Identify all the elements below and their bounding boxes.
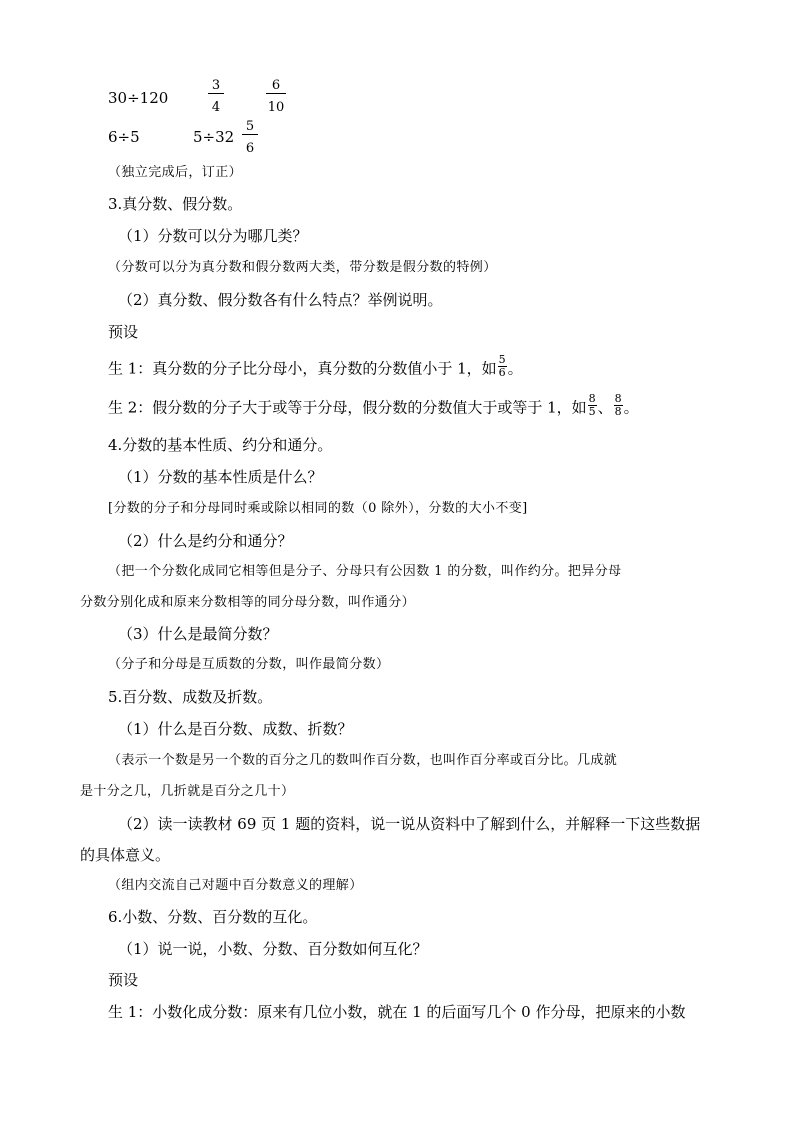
numerator: 5 — [242, 119, 258, 135]
denominator: 8 — [614, 405, 622, 418]
answer-note: 分数分别化成和原来分数相等的同分母分数，叫作通分） — [80, 595, 416, 610]
denominator: 4 — [211, 100, 221, 115]
numerator: 3 — [208, 78, 224, 94]
student-answer — [108, 353, 523, 382]
answer-note: （表示一个数是另一个数的百分之几的数叫作百分数，也叫作百分率或百分比。几成就 — [108, 753, 618, 768]
question: （3）什么是最简分数？ — [118, 625, 278, 643]
answer-note: 是十分之几，几折就是百分之几十） — [80, 784, 295, 799]
student-answer — [108, 392, 639, 421]
section-heading: 4.分数的基本性质、约分和通分。 — [108, 436, 333, 454]
question: （1）分数的基本性质是什么？ — [118, 468, 323, 486]
fraction — [242, 119, 258, 156]
fraction — [498, 354, 507, 379]
numerator: 8 — [614, 392, 622, 405]
numerator: 5 — [498, 353, 506, 366]
fraction — [266, 78, 286, 115]
division-expression: 30÷120 — [108, 89, 169, 107]
fraction — [614, 393, 623, 418]
answer-note: （组内交流自己对题中百分数意义的理解） — [108, 878, 363, 893]
answer-note: （独立完成后，订正） — [108, 165, 243, 180]
question: （2）读一读教材 69 页 1 题的资料，说一说从资料中了解到什么，并解释一下这些数据 — [118, 815, 701, 833]
question: （2）什么是约分和通分？ — [118, 532, 293, 550]
answer-text: 。 — [507, 359, 523, 378]
numerator: 6 — [266, 78, 286, 94]
preset-label: 预设 — [108, 971, 139, 989]
answer-note: （分数可以分为真分数和假分数两大类，带分数是假分数的特例） — [108, 260, 497, 275]
answer-note: （把一个分数化成同它相等但是分子、分母只有公因数 1 的分数，叫作约分。把异分母 — [108, 564, 622, 579]
section-heading: 5.百分数、成数及折数。 — [108, 688, 273, 706]
answer-text: 生 1：真分数的分子比分母小，真分数的分数值小于 1，如 — [108, 359, 497, 378]
question: （1）分数可以分为哪几类？ — [118, 227, 308, 245]
section-heading: 3.真分数、假分数。 — [108, 195, 243, 213]
denominator: 6 — [498, 366, 506, 379]
question: 的具体意义。 — [80, 846, 171, 864]
question: （1）什么是百分数、成数、折数？ — [118, 720, 353, 738]
section-heading: 6.小数、分数、百分数的互化。 — [108, 908, 318, 926]
preset-label: 预设 — [108, 323, 139, 341]
answer-text: 。 — [623, 398, 639, 417]
separator: 、 — [597, 398, 613, 417]
question: （1）说一说，小数、分数、百分数如何互化？ — [118, 940, 428, 958]
answer-note: （分子和分母是互质数的分数，叫作最简分数） — [108, 657, 390, 672]
answer-text: 生 2：假分数的分子大于或等于分母，假分数的分数值大于或等于 1，如 — [108, 398, 587, 417]
division-expression: 5÷32 — [193, 128, 235, 146]
student-answer: 生 1：小数化成分数：原来有几位小数，就在 1 的后面写几个 0 作分母，把原来的小数 — [108, 1003, 686, 1021]
fraction — [588, 393, 597, 418]
question: （2）真分数、假分数各有什么特点？举例说明。 — [118, 291, 443, 309]
answer-note: [分数的分子和分母同时乘或除以相同的数（0 除外），分数的大小不变] — [108, 501, 528, 516]
denominator: 6 — [245, 141, 255, 156]
fraction — [208, 78, 224, 115]
numerator: 8 — [588, 392, 596, 405]
division-expression: 6÷5 — [108, 128, 140, 146]
denominator: 5 — [588, 405, 596, 418]
denominator: 10 — [267, 100, 285, 115]
